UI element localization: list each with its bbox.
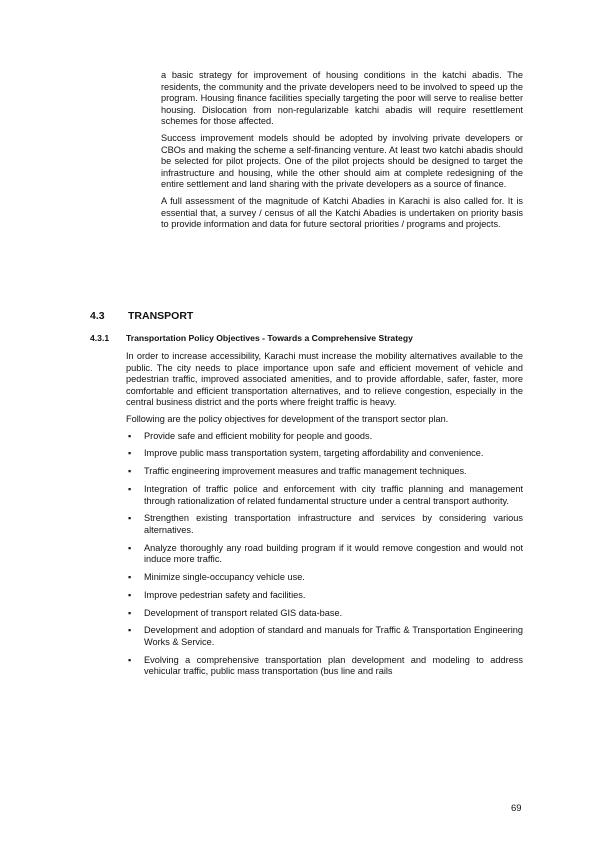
list-item-text: Analyze thoroughly any road building program if it would remove congestion and would not induce more traffic. — [144, 542, 523, 565]
body-paragraph: Following are the policy objectives for development of the transport sector plan. — [126, 413, 449, 424]
list-item — [126, 466, 523, 478]
list-item-text: Minimize single-occupancy vehicle use. — [144, 572, 305, 583]
list-item — [126, 625, 523, 648]
subsection-title: Transportation Policy Objectives - Towards a Comprehensive Strategy — [126, 333, 413, 343]
list-item — [126, 484, 523, 507]
bullet-icon: ▪ — [128, 625, 132, 636]
intro-paragraph: A full assessment of the magnitude of Katchi Abadies in Karachi is also called for. It is essential that, a survey / census of all the Katchi Abadies is undertaken on priority basis to provide information and data for future sectoral priorities / programs and projects. — [161, 195, 523, 230]
list-item — [126, 543, 523, 566]
policy-objectives-list — [126, 431, 523, 678]
section-title: TRANSPORT — [128, 310, 194, 322]
bullet-icon: ▪ — [128, 448, 132, 459]
page-number: 69 — [511, 803, 522, 814]
bullet-icon: ▪ — [128, 466, 132, 477]
bullet-icon: ▪ — [128, 430, 132, 441]
intro-paragraph: a basic strategy for improvement of housing conditions in the katchi abadis. The residents, the community and the private developers need to be involved to speed up the program. Housing finance facilities specially targeting the poor will serve to realise better housing. Dislocation from non-regularizable katchi abadis will require resettlement schemes for those affected. — [161, 70, 523, 127]
intro-paragraph: Success improvement models should be adopted by involving private developers or CBOs and making the scheme a self-financing venture. At least two katchi abadis should be selected for pilot projects. One of the pilot projects should be designed to target the infrastructure and housing, while the other should aim at complete redesigning of the entire settlement and land sharing with the private developers as a source of finance. — [161, 132, 523, 190]
subsection-heading — [90, 333, 530, 343]
subsection-number: 4.3.1 — [90, 333, 110, 343]
list-item — [126, 590, 523, 602]
body-text-block — [126, 351, 523, 684]
section-heading — [90, 310, 523, 322]
list-item — [126, 513, 523, 536]
list-item-text: Improve pedestrian safety and facilities. — [144, 589, 306, 600]
bullet-icon: ▪ — [128, 589, 132, 600]
section-number: 4.3 — [90, 310, 105, 322]
list-item — [126, 608, 523, 620]
bullet-icon: ▪ — [128, 654, 132, 665]
list-item-text: Development and adoption of standard and manuals for Traffic & Transportation Engineering Works & Service. — [144, 625, 523, 647]
bullet-icon: ▪ — [128, 483, 132, 494]
intro-text-block — [161, 70, 523, 236]
list-item-text: Integration of traffic police and enforcement with city traffic planning and management through rationalization of related fundamental structure under a central transport authority. — [144, 483, 523, 506]
list-item-text: Traffic engineering improvement measures and traffic management techniques. — [144, 466, 467, 477]
list-item — [126, 431, 523, 443]
list-item — [126, 448, 523, 460]
bullet-icon: ▪ — [128, 607, 132, 618]
bullet-icon: ▪ — [128, 572, 132, 583]
list-item-text: Development of transport related GIS data-base. — [144, 607, 343, 618]
list-item-text: Improve public mass transportation system, targeting affordability and convenience. — [144, 448, 484, 459]
list-item-text: Evolving a comprehensive transportation plan development and modeling to address vehicular traffic, public mass transportation (bus line and rails — [144, 654, 523, 677]
list-item — [126, 572, 523, 584]
bullet-icon: ▪ — [128, 542, 132, 553]
list-item-text: Provide safe and efficient mobility for people and goods. — [144, 430, 373, 441]
list-item-text: Strengthen existing transportation infrastructure and services by considering various alternatives. — [144, 513, 523, 535]
body-paragraph: In order to increase accessibility, Karachi must increase the mobility alternatives available to the public. The city needs to place importance upon safe and efficient movement of vehicle and pedestrian traffic, improved associated amenities, and to provide affordable, safer, faster, more comfortable and efficient transportation alternatives, and to relieve congestion, especially in the central business district and the ports where freight traffic is heavy. — [126, 351, 523, 408]
list-item — [126, 655, 523, 678]
bullet-icon: ▪ — [128, 513, 132, 524]
